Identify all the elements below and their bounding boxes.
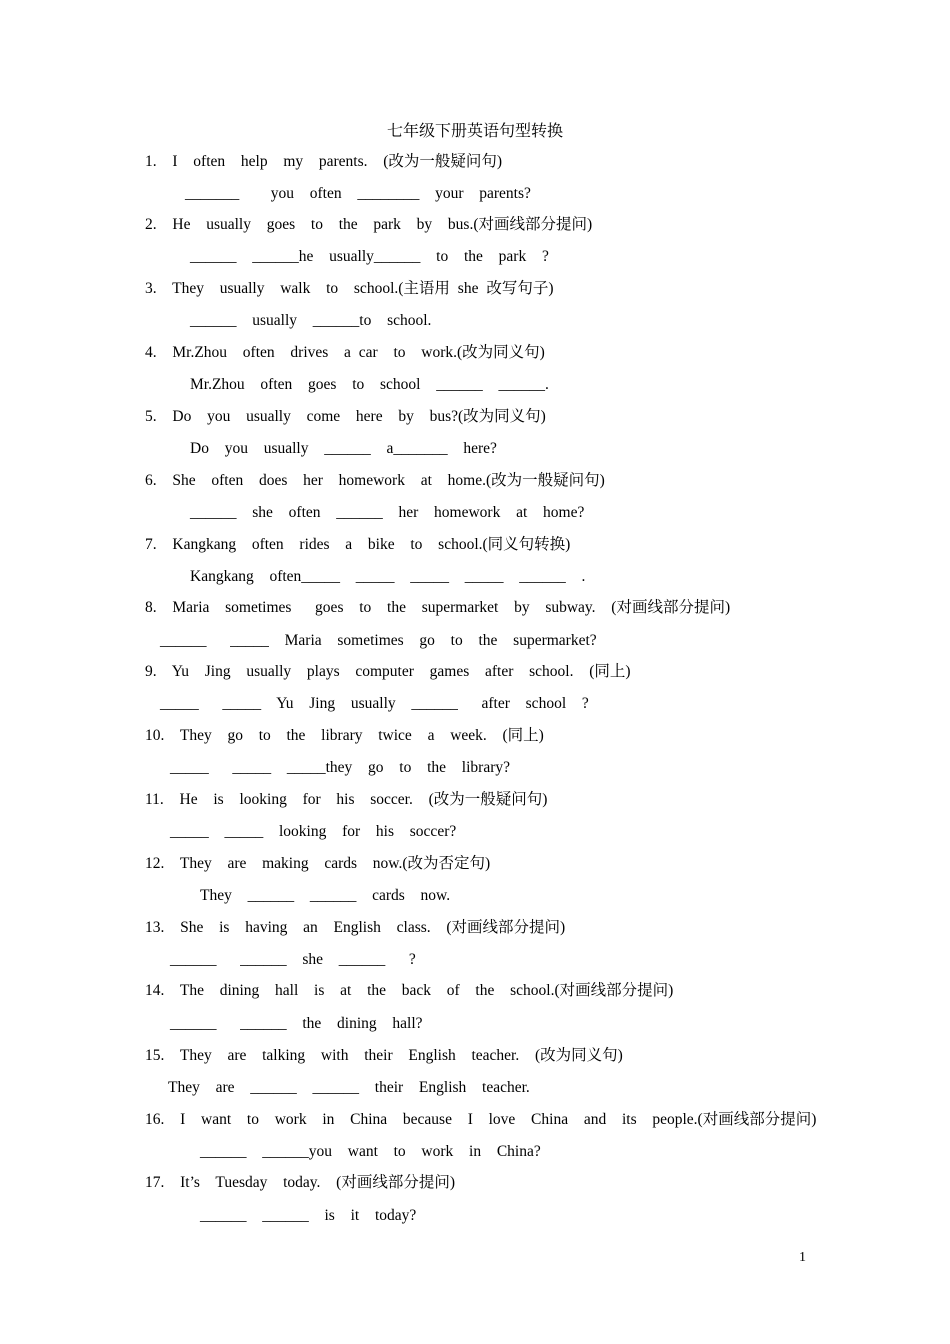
question-2: 2. He usually goes to the park by bus.(对画线部分提问) (145, 216, 593, 233)
question-13: 13. She is having an English class. (对画线部分提问) (145, 919, 566, 936)
answer-11: _____ _____ looking for his soccer? (170, 823, 457, 840)
answer-5: Do you usually ______ a_______ here? (190, 440, 497, 457)
question-3: 3. They usually walk to school.(主语用 she 改写句子) (145, 280, 554, 297)
question-8: 8. Maria sometimes goes to the supermarket by subway. (对画线部分提问) (145, 599, 731, 616)
answer-4: Mr.Zhou often goes to school ______ ______. (190, 376, 549, 393)
answer-14: ______ ______ the dining hall? (170, 1015, 423, 1032)
answer-9: _____ _____ Yu Jing usually ______ after school ? (160, 695, 589, 712)
question-10: 10. They go to the library twice a week. (同上) (145, 727, 544, 744)
question-14: 14. The dining hall is at the back of the school.(对画线部分提问) (145, 982, 674, 999)
question-11: 11. He is looking for his soccer. (改为一般疑问句) (145, 791, 548, 808)
question-12: 12. They are making cards now.(改为否定句) (145, 855, 491, 872)
answer-16: ______ ______you want to work in China? (200, 1143, 541, 1160)
question-4: 4. Mr.Zhou often drives a car to work.(改为同义句) (145, 344, 545, 361)
answer-7: Kangkang often_____ _____ _____ _____ ______ . (190, 568, 586, 585)
answer-8: ______ _____ Maria sometimes go to the supermarket? (160, 632, 597, 649)
answer-13: ______ ______ she ______ ? (170, 951, 416, 968)
answer-2: ______ ______he usually______ to the park ? (190, 248, 549, 265)
page-number: 1 (799, 1250, 806, 1265)
question-9: 9. Yu Jing usually plays computer games after school. (同上) (145, 663, 631, 680)
question-1: 1. I often help my parents. (改为一般疑问句) (145, 153, 503, 170)
question-15: 15. They are talking with their English teacher. (改为同义句) (145, 1047, 623, 1064)
question-7: 7. Kangkang often rides a bike to school.(同义句转换) (145, 536, 571, 553)
question-17: 17. It’s Tuesday today. (对画线部分提问) (145, 1174, 455, 1191)
answer-17: ______ ______ is it today? (200, 1207, 417, 1224)
answer-15: They are ______ ______ their English teacher. (168, 1079, 530, 1096)
answer-3: ______ usually ______to school. (190, 312, 432, 329)
page-title: 七年级下册英语句型转换 (386, 123, 563, 140)
answer-10: _____ _____ _____they go to the library? (170, 759, 510, 776)
answer-12: They ______ ______ cards now. (200, 887, 451, 904)
answer-1: _______ you often ________ your parents? (185, 185, 531, 202)
question-6: 6. She often does her homework at home.(改为一般疑问句) (145, 472, 605, 489)
question-16: 16. I want to work in China because I love China and its people.(对画线部分提问) (145, 1111, 817, 1128)
question-5: 5. Do you usually come here by bus?(改为同义句) (145, 408, 546, 425)
answer-6: ______ she often ______ her homework at home? (190, 504, 585, 521)
